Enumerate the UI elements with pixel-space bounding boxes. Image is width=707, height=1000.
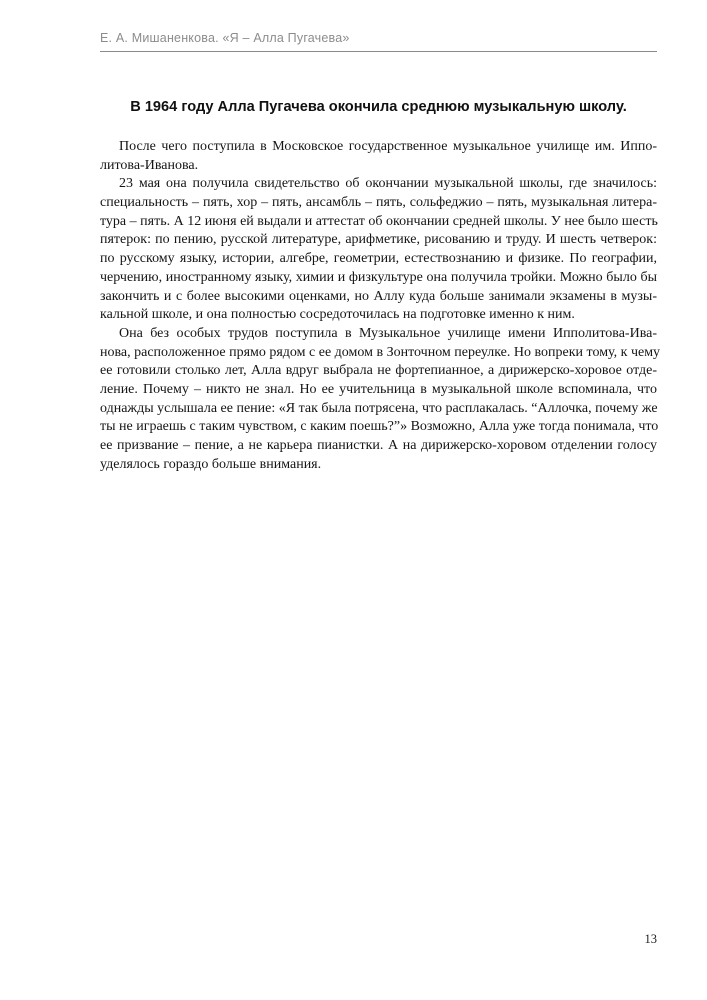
chapter-heading: В 1964 году Алла Пугачева окончила среднюю музыкальную школу. — [130, 99, 627, 115]
text-line: 23 мая она получила свидетельство об окончании музыкальной школы, где значилось: — [119, 176, 657, 192]
paragraph-1 — [100, 138, 657, 175]
text-line: ты не играешь с таким чувством, с каким поешь?”» Возможно, Алла уже тогда понимала, что — [100, 419, 659, 435]
text-line: Она без особых трудов поступила в Музыкальное училище имени Ипполитова-Ива- — [119, 325, 657, 341]
text-line: тура – пять. А 12 июня ей выдали и аттестат об окончании средней школы. У нее было шесть — [100, 213, 658, 229]
running-header: Е. А. Мишаненкова. «Я – Алла Пугачева» — [100, 31, 657, 52]
paragraph-3 — [100, 325, 661, 475]
text-line: кальной школе, и она полностью сосредоточилась на подготовке именно к ним. — [100, 307, 575, 323]
text-line: черчению, иностранному языку, химии и физкультуре она получила тройки. Можно было бы — [100, 269, 657, 285]
text-line: ление. Почему – никто не знал. Но ее учительница в музыкальной школе вспоминала, что — [100, 381, 657, 397]
text-line: литова-Иванова. — [100, 157, 199, 173]
text-line: по русскому языку, истории, алгебре, геометрии, естествознанию и физике. По географии, — [100, 251, 657, 267]
text-line: закончить и с более высокими оценками, но Аллу куда больше занимали экзамены в музы- — [100, 288, 657, 304]
text-line: ее готовили столько лет, Алла вдруг выбрала не фортепианное, а дирижерско-хоровое отде- — [100, 363, 657, 379]
body-text — [100, 138, 661, 474]
paragraph-2 — [100, 175, 657, 325]
text-line: нова, расположенное прямо рядом с ее домом в Зонточном переулке. Но вопреки тому, к чему — [100, 344, 661, 360]
text-line: специальность – пять, хор – пять, ансамбль – пять, сольфеджио – пять, музыкальная литера- — [100, 195, 657, 211]
text-line: После чего поступила в Московское государственное музыкальное училище им. Иппо- — [119, 139, 657, 154]
text-line: уделялось гораздо больше внимания. — [100, 456, 322, 472]
text-line: однажды услышала ее пение: «Я так была потрясена, что расплакалась. “Аллочка, почему же — [100, 400, 658, 416]
text-line: пятерок: по пению, русской литературе, арифметике, рисованию и труду. И шесть четверок: — [100, 232, 657, 248]
page-number: 13 — [644, 932, 657, 946]
text-line: ее призвание – пение, а не карьера пианистки. А на дирижерско-хоровом отделении голосу — [100, 438, 657, 453]
